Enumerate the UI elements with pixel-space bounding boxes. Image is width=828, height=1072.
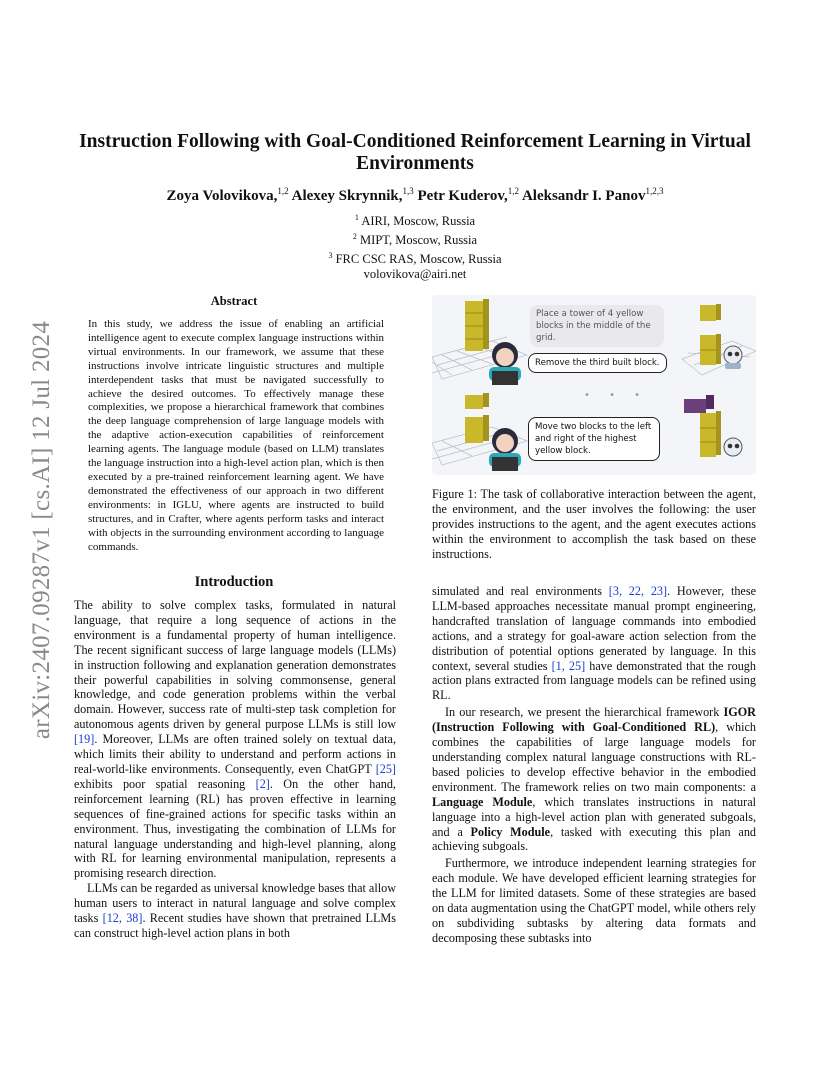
arxiv-identifier	[24, 300, 60, 760]
affiliation-text: FRC CSC RAS, Moscow, Russia	[335, 252, 502, 267]
author-affiliation-mark: 1,2	[507, 186, 519, 196]
affiliation-number: 2	[352, 232, 357, 242]
user-avatar-bottom	[489, 428, 521, 471]
author-list	[70, 186, 760, 205]
yellow-tower-bottom-left	[465, 393, 489, 443]
author-name: Alexey Skrynnik,	[291, 188, 403, 204]
instruction-bubble-top: Place a tower of 4 yellow blocks in the middle of the grid.	[530, 305, 664, 347]
affiliation-text: AIRI, Moscow, Russia	[361, 214, 476, 229]
intro-paragraph-1: The ability to solve complex tasks, formulated in natural language, that require a long sequence of actions in the environment is a fundamental property of human intelligence. The recent significant success of large language models (LLMs) in instruction following and explanation generation demonstrates their powerful capabilities in solving commonsense, general knowledge, and code generation problems within the verbal domain. However, success rate of multi-step task completion for autonomous agents driven by general purpose LLMs is still low [19]. Moreover, LLMs are often trained solely on textual data, which limits their ability to understand and perform actions in real-world-like environments. Consequently, even ChatGPT [25] exhibits poor spatial reasoning [2]. On the other hand, reinforcement learning (RL) has proven effective in learning sequences of fine-grained actions for specific tasks within an environment. Thus, investigating the combination of LLMs for natural language understanding and high-level planning, along with RL for learning environmental manipulation, represents a promising research direction.	[74, 598, 396, 881]
right-paragraph-2: In our research, we present the hierarchical framework IGOR (Instruction Following with Goal-Conditioned RL), which combines the capabilities of large language models for understanding complex natural language constructions with RL-based policies to develop effective behavior in the embodied environment. The framework relies on two main components: a Language Module, which translates instructions in natural language into a high-level action plan with generated subgoals, and a Policy Module, tasked with executing this plan and achieving subgoals.	[432, 705, 757, 854]
left-column-body	[74, 598, 396, 941]
robot-agent-bottom	[724, 438, 742, 456]
affiliation-number: 1	[354, 213, 359, 222]
arxiv-id-text: arXiv:2407.09287v1 [cs.AI] 12 Jul 2024	[28, 320, 55, 740]
language-module-term: Language Module	[432, 794, 533, 809]
right-paragraph-1: simulated and real environments [3, 22, 23]. However, these LLM-based approaches necessitate manual prompt engineering, handcrafted translation of language commands into embodied actions, and a strategy for goal-aware action selection from the distribution of potential options generated by language. In this context, several studies [1, 25] have demonstrated that the rough action plans extracted from language models can be refined using RL.	[432, 584, 756, 703]
right-paragraph-3: Furthermore, we introduce independent learning strategies for each module. We have developed efficient learning strategies for the LLM for limited datasets. Some of these strategies are based on data augmentation using the ChatGPT model, while others rely on subdividing subtasks by altering data formats and decomposing these subtasks into	[432, 856, 756, 945]
author-name: Aleksandr I. Panov	[521, 188, 646, 204]
robot-agent-top	[724, 346, 742, 369]
instruction-bubble-bottom: Move two blocks to the left and right of the highest yellow block.	[528, 417, 660, 461]
affiliation-number: 3	[328, 251, 333, 261]
citation-link[interactable]: [1, 25]	[551, 658, 586, 673]
right-column-body	[432, 584, 756, 946]
framework-name: IGOR (Instruction Following with Goal-Conditioned RL)	[432, 705, 756, 735]
yellow-blocks-top-right	[700, 304, 721, 365]
yellow-tower-top-left	[465, 299, 489, 351]
author-name: Petr Kuderov,	[417, 188, 508, 204]
abstract-heading: Abstract	[210, 294, 258, 308]
affiliation-line	[70, 248, 760, 267]
affiliations	[70, 210, 760, 282]
affiliation-text: MIPT, Moscow, Russia	[360, 233, 478, 248]
author-affiliation-mark: 1,2	[277, 186, 289, 196]
citation-link[interactable]: [25]	[375, 761, 396, 776]
ellipsis-dots: • • •	[584, 390, 649, 401]
author-name: Zoya Volovikova,	[166, 188, 278, 204]
email: volovikova@airi.net	[363, 267, 467, 282]
author-affiliation-mark: 1,2,3	[645, 186, 664, 196]
affiliation-line	[70, 229, 760, 248]
figure-1-illustration	[432, 295, 756, 475]
paper-title: Instruction Following with Goal-Conditioned Reinforcement Learning in Virtual Environments	[79, 131, 751, 174]
user-avatar-top	[489, 342, 521, 385]
citation-link[interactable]: [12, 38]	[102, 911, 143, 926]
blocks-bottom-right	[684, 395, 721, 457]
instruction-bubble-middle: Remove the third built block.	[528, 353, 667, 373]
citation-link[interactable]: [19]	[74, 732, 95, 747]
author-affiliation-mark: 1,3	[402, 186, 414, 196]
abstract-body: In this study, we address the issue of enabling an artificial intelligence agent to execute complex language instructions within virtual environments. In our framework, we assume that these instructions involve intricate linguistic structures and multiple interdependent tasks that must be navigated successfully to achieve the desired outcomes. To effectively manage these complexities, we propose a hierarchical framework that combines the deep language comprehension of large language models with the adaptive action-execution capabilities of reinforcement learning agents. The language module (based on LLM) translates the language instruction into a high-level action plan, which is then executed by a pre-trained reinforcement learning agent. We have demonstrated the effectiveness of our approach in two different environments: in IGLU, where agents are instructed to build structures, and in Crafter, where agents perform tasks and interact with objects in the surrounding environment according to language commands.	[88, 318, 385, 553]
citation-link[interactable]: [2]	[255, 776, 270, 791]
intro-paragraph-2: LLMs can be regarded as universal knowledge bases that allow human users to interact in natural language and solve complex tasks [12, 38]. Recent studies have shown that pretrained LLMs can construct high-level action plans in both	[74, 881, 397, 940]
figure-1-caption: Figure 1: The task of collaborative interaction between the agent, the environment, and the user involves the following: the user provides instructions to the agent, and the agent executes actions within the environment to accomplish the task based on these instructions.	[432, 487, 756, 561]
affiliation-line	[70, 210, 760, 229]
policy-module-term: Policy Module	[470, 824, 551, 839]
introduction-heading: Introduction	[194, 574, 274, 590]
citation-link[interactable]: [3, 22, 23]	[608, 584, 668, 598]
